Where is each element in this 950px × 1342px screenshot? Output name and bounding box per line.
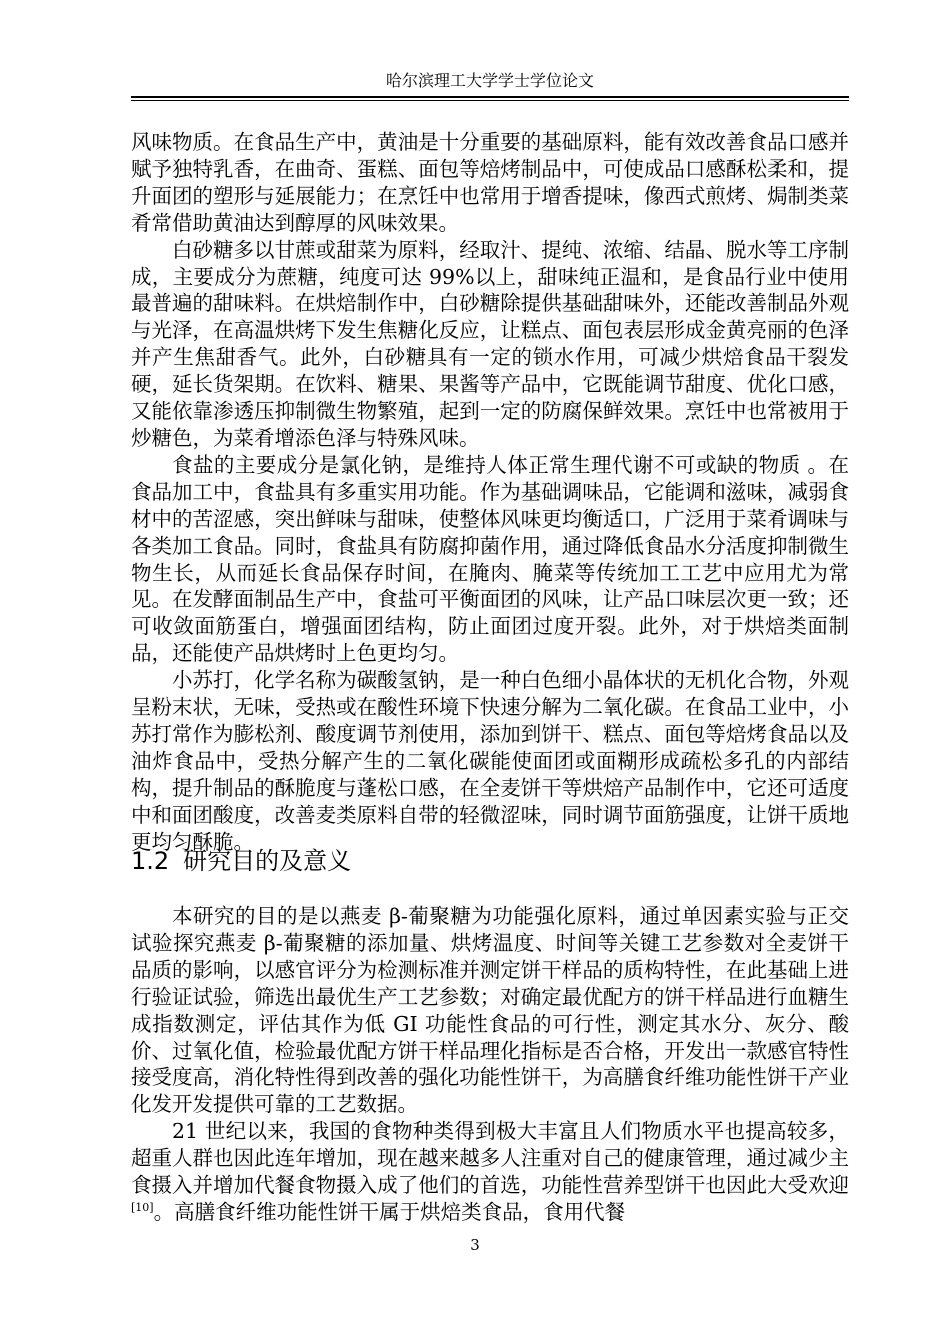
paragraph: 白砂糖多以甘蔗或甜菜为原料，经取汁、提纯、浓缩、结晶、脱水等工序制成，主要成分为蔗糖，纯度可达 99%以上，甜味纯正温和，是食品行业中使用最普遍的甜味料。在烘焙制作中，白砂糖除提供基础甜味外，还能改善制品外观与光泽，在高温烘烤下发生焦糖化反应，让糕点、面包表层形成金黄亮丽的色泽并产生焦甜香气。此外，白砂糖具有一定的锁水作用，可减少烘焙食品干裂发硬，延长货架期。在饮料、糖果、果酱等产品中，它既能调节甜度、优化口感，又能依靠渗透压抑制微生物繁殖，起到一定的防腐保鲜效果。烹饪中也常被用于炒糖色，为菜肴增添色泽与特殊风味。 (131, 237, 849, 450)
paragraph: 本研究的目的是以燕麦 β-葡聚糖为功能强化原料，通过单因素实验与正交试验探究燕麦 β-葡聚糖的添加量、烘烤温度、时间等关键工艺参数对全麦饼干品质的影响，以感官评分为检测标准并测定饼干样品的质构特性，在此基础上进行验证试验，筛选出最优生产工艺参数；对确定最优配方的饼干样品进行血糖生成指数测定，评估其作为低 GI 功能性食品的可行性，测定其水分、灰分、酸价、过氧化值，检验最优配方饼干样品理化指标是否合格，开发出一款感官特性接受度高，消化特性得到改善的强化功能性饼干，为高膳食纤维功能性饼干产业化发开发提供可靠的工艺数据。 (131, 904, 849, 1117)
paragraph-text: 。高膳食纤维功能性饼干属于烘焙类食品，食用代餐 (153, 1199, 626, 1224)
header-rule (131, 96, 849, 101)
section-number: 1.2 (131, 847, 170, 875)
section-heading (131, 846, 849, 876)
paragraph (131, 1118, 849, 1226)
paragraph-text: 21 世纪以来，我国的食物种类得到极大丰富且人们物质水平也提高较多，超重人群也因此连年增加，现在越来越多人注重对自己的健康管理，通过减少主食摄入并增加代餐食物摄入成了他们的首选，功能性营养型饼干也因此大受欢迎 (131, 1119, 849, 1198)
paragraph: 小苏打，化学名称为碳酸氢钠，是一种白色细小晶体状的无机化合物，外观呈粉末状，无味，受热或在酸性环境下快速分解为二氧化碳。在食品工业中，小苏打常作为膨松剂、酸度调节剂使用，添加到饼干、糕点、面包等焙烤食品以及油炸食品中，受热分解产生的二氧化碳能使面团或面糊形成疏松多孔的内部结构，提升制品的酥脆度与蓬松口感，在全麦饼干等烘焙产品制作中，它还可适度中和面团酸度，改善麦类原料自带的轻微涩味，同时调节面筋强度，让饼干质地更均匀酥脆。 (131, 668, 849, 854)
paragraph: 风味物质。在食品生产中，黄油是十分重要的基础原料，能有效改善食品口感并赋予独特乳香，在曲奇、蛋糕、面包等焙烤制品中，可使成品口感酥松柔和，提升面团的塑形与延展能力；在烹饪中也常用于增香提味，像西式煎烤、焗制类菜肴常借助黄油达到醇厚的风味效果。 (131, 130, 849, 235)
section-title: 研究目的及意义 (183, 847, 352, 875)
citation-ref: [10] (131, 1201, 154, 1215)
running-header: 哈尔滨理工大学学士学位论文 (385, 71, 594, 90)
paragraph: 食盐的主要成分是氯化钠，是维持人体正常生理代谢不可或缺的物质 。在食品加工中，食盐具有多重实用功能。作为基础调味品，它能调和滋味，减弱食材中的苦涩感，突出鲜味与甜味，使整体风味更均衡适口，广泛用于菜肴调味与各类加工食品。同时，食盐具有防腐抑菌作用，通过降低食品水分活度抑制微生物生长，从而延长食品保存时间，在腌肉、腌菜等传统加工工艺中应用尤为常见。在发酵面制品生产中，食盐可平衡面团的风味，让产品口味层次更一致；还可收敛面筋蛋白，增强面团结构，防止面团过度开裂。此外，对于烘焙类面制品，还能使产品烘烤时上色更均匀。 (131, 452, 849, 666)
page-number: 3 (470, 1236, 480, 1254)
body-text-top (131, 129, 849, 855)
body-text-bottom (131, 903, 849, 1226)
